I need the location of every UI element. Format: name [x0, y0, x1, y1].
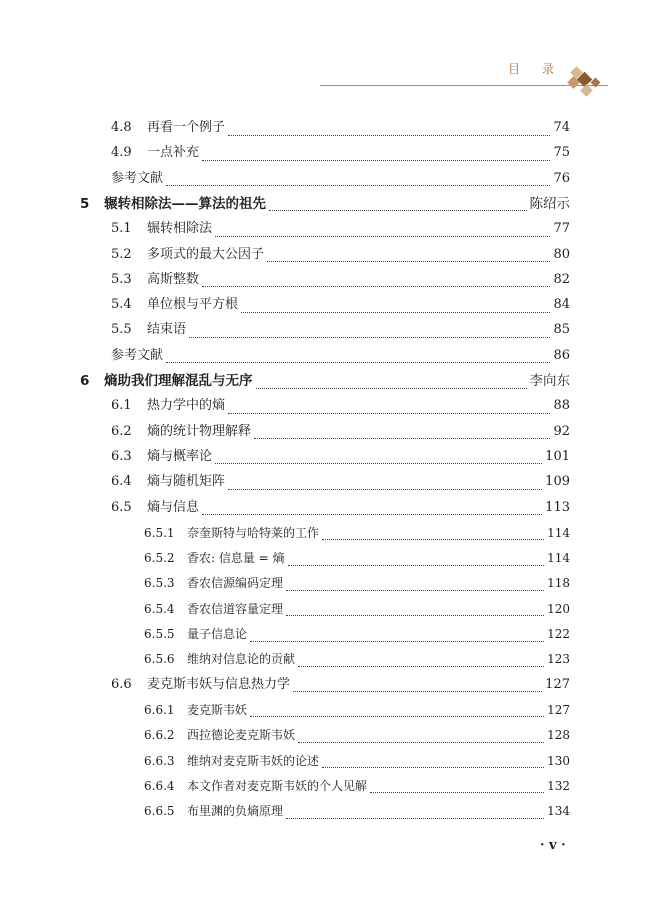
dot-leader [166, 352, 550, 363]
dot-leader [228, 125, 550, 136]
toc-section-row[interactable] [111, 422, 570, 442]
dot-leader [215, 453, 542, 464]
toc-page-number: 109 [545, 474, 570, 490]
toc-subsection-row[interactable] [144, 725, 570, 745]
toc-page-number: 77 [553, 221, 570, 237]
toc-subsection-row[interactable] [144, 548, 570, 568]
toc-title: 布里渊的负熵原理 [187, 804, 284, 819]
toc-subsection-row[interactable] [144, 776, 570, 796]
dot-leader [250, 706, 544, 717]
toc-number: 6.6.3 [144, 753, 175, 768]
header-char-1: 目 [508, 62, 521, 76]
toc-number: 6.5 [111, 499, 132, 515]
toc-title: 熵与信息 [147, 499, 200, 515]
toc-subsection-row[interactable] [144, 649, 570, 669]
toc-section-row[interactable] [111, 169, 570, 189]
toc-title: 参考文献 [111, 347, 164, 363]
toc-title: 本文作者对麦克斯韦妖的个人见解 [187, 778, 368, 793]
toc-title: 再看一个例子 [147, 120, 226, 135]
toc-section-row[interactable] [111, 245, 570, 265]
toc-number: 6.5.2 [144, 551, 175, 566]
toc-page-number: 86 [553, 347, 570, 363]
toc-title: 香农信源编码定理 [187, 576, 284, 591]
dot-leader [267, 251, 550, 262]
toc-section-row[interactable] [111, 472, 570, 492]
toc-title: 维纳对麦克斯韦妖的论述 [187, 753, 320, 768]
dot-leader [322, 529, 544, 540]
toc-title: 熵与随机矩阵 [147, 474, 226, 490]
toc-page-number: 84 [553, 297, 570, 313]
toc-title: 高斯整数 [147, 271, 200, 287]
toc-subsection-row[interactable] [144, 801, 570, 821]
dot-leader [254, 428, 550, 439]
toc-title: 香农: 信息量 = 熵 [187, 551, 285, 566]
toc-title: 西拉德论麦克斯韦妖 [187, 728, 296, 743]
toc-page-number: 134 [547, 804, 570, 819]
toc-section-row[interactable] [111, 346, 570, 366]
toc-subsection-row[interactable] [144, 751, 570, 771]
toc-number: 6.5.3 [144, 576, 175, 591]
toc-section-row[interactable] [111, 143, 570, 163]
toc-page-number: 120 [547, 601, 570, 616]
dot-leader [288, 555, 545, 566]
dot-leader [256, 378, 527, 389]
toc-number: 6 [80, 373, 90, 389]
toc-title: 量子信息论 [187, 627, 248, 641]
dot-leader [202, 504, 542, 515]
dot-leader [322, 757, 544, 768]
toc-number: 6.1 [111, 398, 132, 414]
dot-leader [250, 631, 544, 642]
toc-page-number: 82 [553, 271, 570, 287]
toc-number: 5.4 [111, 297, 132, 313]
toc-chapter-row[interactable] [80, 194, 570, 214]
toc-title: 参考文献 [111, 170, 164, 186]
toc-page-number: 118 [547, 576, 570, 591]
dot-leader [269, 200, 527, 211]
dot-leader [286, 580, 544, 591]
toc-number: 6.5.6 [144, 652, 175, 667]
toc-section-row[interactable] [111, 396, 570, 416]
toc-section-row[interactable] [111, 118, 570, 138]
toc-page-number: 76 [553, 170, 570, 186]
toc-number: 6.5.4 [144, 601, 175, 616]
toc-section-row[interactable] [111, 270, 570, 290]
toc-number: 4.8 [111, 120, 132, 135]
toc-number: 6.5.1 [144, 525, 175, 540]
toc-number: 5.3 [111, 271, 132, 287]
toc-subsection-row[interactable] [144, 599, 570, 619]
toc-subsection-row[interactable] [144, 573, 570, 593]
dot-leader [189, 327, 550, 338]
toc-title: 辗转相除法 [147, 221, 213, 237]
toc-number: 6.2 [111, 423, 132, 439]
toc-number: 5.2 [111, 246, 132, 262]
toc-page-number: 127 [545, 676, 570, 692]
toc-section-row[interactable] [111, 675, 570, 695]
dot-leader [166, 175, 550, 186]
toc-number: 6.6 [111, 676, 132, 692]
dot-leader [286, 605, 544, 616]
toc-page-number: 80 [553, 246, 570, 262]
toc-section-row[interactable] [111, 219, 570, 239]
toc-section-row[interactable] [111, 447, 570, 467]
header-char-2: 录 [542, 62, 555, 76]
dot-leader [202, 276, 550, 287]
toc-author: 李向东 [529, 373, 570, 389]
dot-leader [215, 226, 550, 237]
toc-number: 5.1 [111, 221, 132, 237]
toc-page-number: 123 [547, 652, 570, 667]
toc-page-number: 74 [553, 120, 570, 135]
toc-number: 5.5 [111, 322, 132, 338]
toc-title: 熵与概率论 [147, 448, 213, 464]
toc-title: 麦克斯韦妖 [187, 702, 248, 717]
toc-author: 陈绍示 [529, 195, 570, 212]
toc-page-number: 132 [547, 778, 570, 793]
toc-number: 4.9 [111, 145, 132, 161]
toc-subsection-row[interactable] [144, 523, 570, 543]
dot-leader [293, 681, 542, 692]
toc-section-row[interactable] [111, 295, 570, 315]
toc-title: 热力学中的熵 [147, 398, 226, 414]
toc-page-number: 88 [553, 398, 570, 414]
dot-leader [202, 150, 550, 161]
dot-leader [228, 403, 550, 414]
dot-leader [370, 782, 544, 793]
toc-section-row[interactable] [111, 320, 570, 340]
toc-subsection-row[interactable] [144, 624, 570, 644]
toc-section-row[interactable] [111, 498, 570, 518]
toc-page-number: 114 [547, 525, 570, 540]
toc-title: 奈奎斯特与哈特莱的工作 [187, 525, 320, 540]
toc-number: 6.6.5 [144, 804, 175, 819]
dot-leader [298, 732, 544, 743]
toc-title: 维纳对信息论的贡献 [187, 652, 296, 667]
toc-title: 香农信道容量定理 [187, 601, 284, 616]
toc-page-number: 113 [545, 499, 570, 515]
toc-page-number: 128 [547, 728, 570, 743]
toc-number: 6.6.2 [144, 728, 175, 743]
toc-chapter-row[interactable] [80, 371, 570, 391]
toc-page-number: 122 [547, 627, 570, 641]
toc-page-number: 92 [553, 423, 570, 439]
toc-page-number: 130 [547, 753, 570, 768]
dot-leader [298, 656, 544, 667]
toc-page-number: 127 [547, 702, 570, 717]
toc-page-number: 85 [553, 322, 570, 338]
toc-title: 辗转相除法——算法的祖先 [104, 195, 266, 212]
toc-page-number: 75 [553, 145, 570, 161]
toc-number: 6.4 [111, 474, 132, 490]
toc-page-number: 101 [545, 448, 570, 464]
dot-leader [228, 479, 542, 490]
toc-number: 6.5.5 [144, 627, 175, 641]
toc-number: 6.6.4 [144, 778, 175, 793]
toc-title: 多项式的最大公因子 [147, 246, 265, 262]
toc-subsection-row[interactable] [144, 700, 570, 720]
toc-number: 6.3 [111, 448, 132, 464]
toc-title: 单位根与平方根 [147, 297, 239, 313]
page-number: · v · [540, 838, 566, 853]
toc-title: 熵的统计物理解释 [147, 423, 252, 439]
toc-title: 熵助我们理解混乱与无序 [104, 373, 253, 389]
toc-title: 结束语 [147, 322, 187, 338]
dot-leader [241, 302, 550, 313]
toc-number: 6.6.1 [144, 702, 175, 717]
toc-title: 一点补充 [147, 145, 200, 161]
toc-number: 5 [80, 195, 90, 212]
dot-leader [286, 808, 544, 819]
toc-page-number: 114 [547, 551, 570, 566]
toc-title: 麦克斯韦妖与信息热力学 [147, 676, 291, 692]
